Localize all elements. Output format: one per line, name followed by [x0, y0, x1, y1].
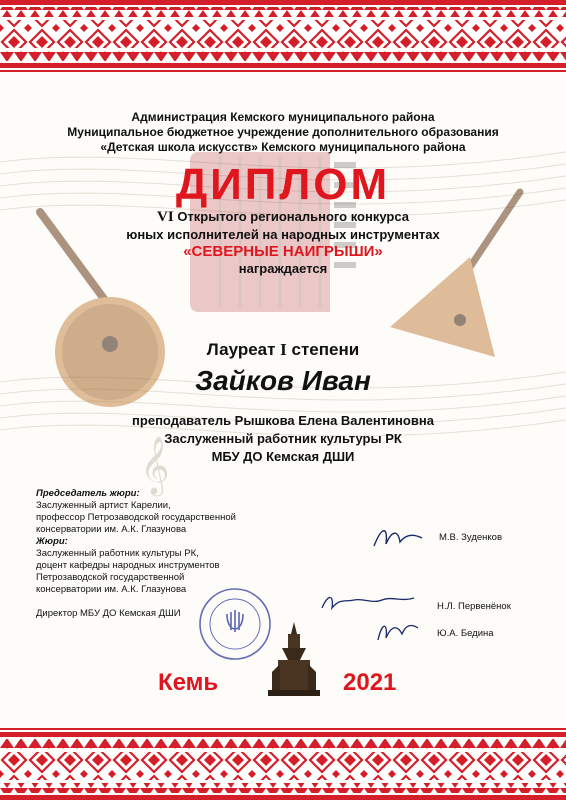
jury-line-3: Петрозаводской государственной — [36, 572, 185, 583]
recipient-name: Зайков Иван — [195, 365, 371, 396]
footer-city: Кемь — [158, 669, 219, 696]
contest-name: «СЕВЕРНЫЕ НАИГРЫШИ» — [183, 243, 383, 260]
awarded-text: награждается — [238, 261, 328, 276]
top-ornament-border — [0, 0, 566, 82]
director-signatory: Ю.А. Бедина — [437, 628, 494, 639]
jury-signatory: Н.Л. Первенёнок — [437, 601, 511, 612]
teacher-line-1: преподаватель Рышкова Елена Валентиновна — [132, 413, 434, 428]
laureate-roman: I — [280, 340, 287, 359]
chair-signatory: М.В. Зуденков — [439, 532, 503, 543]
jury-line-4: консерватории им. А.К. Глазунова — [36, 584, 187, 595]
contest-info — [0, 208, 566, 277]
org-line-2: Муниципальное бюджетное учреждение дополнительного образования — [67, 125, 499, 139]
jury-chair-line-3: консерватории им. А.К. Глазунова — [36, 524, 187, 535]
contest-number: VI — [157, 209, 174, 225]
jury-chair-line-2: профессор Петрозаводской государственной — [36, 512, 236, 523]
bottom-ornament-border — [0, 718, 566, 800]
official-stamp — [197, 586, 273, 662]
organization-header — [0, 110, 566, 155]
contest-line-1 — [0, 208, 566, 226]
church-illustration — [264, 620, 324, 700]
org-line-3: «Детская школа искусств» Кемского муниципального района — [100, 140, 466, 154]
teacher-line-2: Заслуженный работник культуры РК — [164, 431, 402, 446]
laureate-suffix: степени — [291, 340, 360, 359]
contest-title-line-1: Открытого регионального конкурса — [177, 209, 409, 224]
org-line-1: Администрация Кемского муниципального района — [131, 110, 435, 124]
chair-signature — [368, 520, 428, 556]
footer-year: 2021 — [343, 669, 397, 696]
jury-chair-heading: Председатель жюри: — [36, 488, 140, 499]
jury-chair-line-1: Заслуженный артист Карелии, — [36, 500, 171, 511]
teacher-line-3: МБУ ДО Кемская ДШИ — [211, 449, 355, 464]
jury-heading: Жюри: — [36, 536, 68, 547]
director-signature — [372, 616, 422, 646]
director-title: Директор МБУ ДО Кемская ДШИ — [36, 608, 181, 619]
jury-line-1: Заслуженный работник культуры РК, — [36, 548, 199, 559]
teacher-info — [0, 412, 566, 466]
laureate-degree — [0, 340, 566, 360]
jury-signature — [318, 590, 418, 616]
contest-line-2: юных исполнителей на народных инструментах — [126, 227, 440, 242]
jury-line-2: доцент кафедры народных инструментов — [36, 560, 220, 571]
svg-text:𝄞: 𝄞 — [140, 436, 170, 494]
laureate-prefix: Лауреат — [206, 340, 276, 359]
diploma-title: ДИПЛОМ — [175, 160, 391, 209]
